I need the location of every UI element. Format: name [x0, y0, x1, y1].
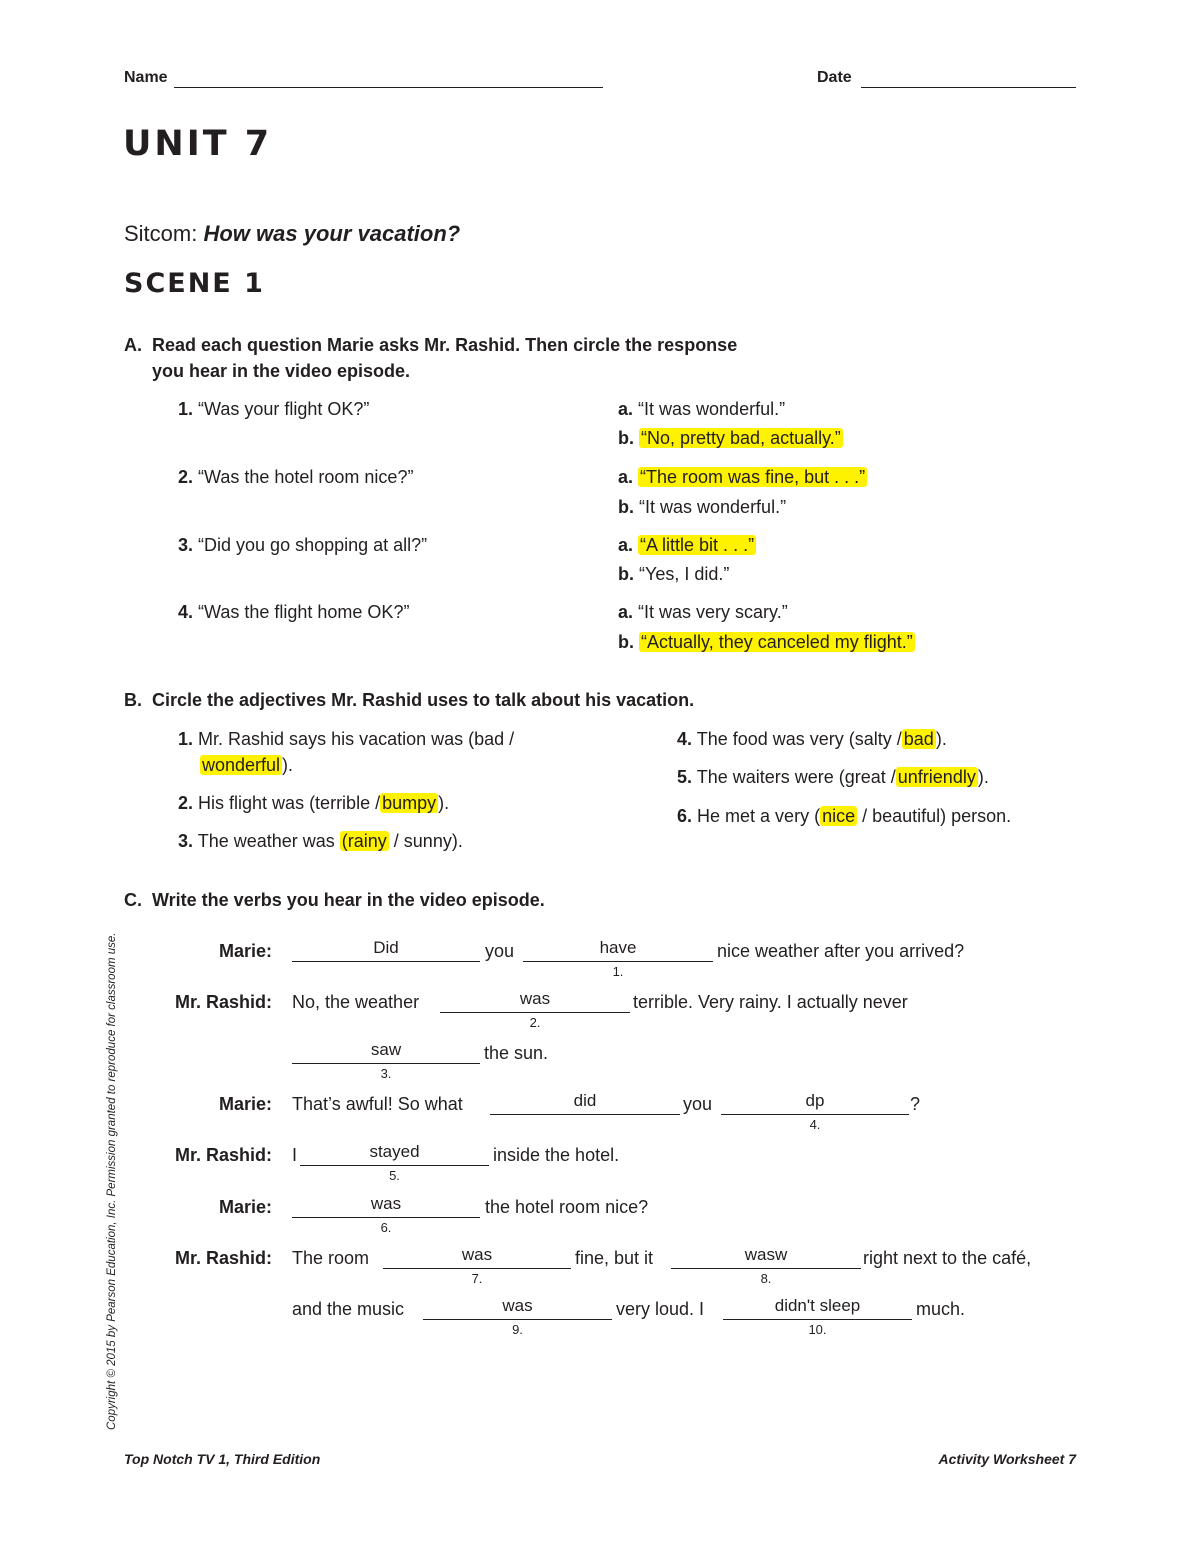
blank-answer: did	[573, 1091, 597, 1110]
blank-number: 6.	[380, 1220, 392, 1235]
dialog-text: No, the weather	[292, 992, 420, 1012]
option-1a[interactable]	[618, 399, 785, 420]
speaker-marie: Marie:	[218, 1197, 272, 1217]
dialog-text: and the music	[292, 1299, 405, 1319]
item-text: / beautiful) person.	[857, 806, 1012, 826]
item-text: / sunny).	[388, 831, 463, 851]
item-number: 3.	[178, 831, 194, 851]
speaker-marie: Marie:	[218, 941, 272, 961]
blank-number: 8.	[760, 1271, 772, 1286]
dialog-text: much.	[916, 1299, 966, 1319]
question-text: “Was your flight OK?”	[198, 399, 370, 419]
item-text: ).	[977, 767, 989, 787]
question-text: “Did you go shopping at all?”	[198, 535, 428, 555]
verb-blank[interactable]	[383, 1246, 571, 1269]
highlighted-answer: “Actually, they canceled my flight.”	[641, 632, 913, 652]
option-2b[interactable]	[618, 497, 786, 518]
dialog-text: That’s awful! So what	[292, 1094, 463, 1114]
item-text: He met a very (	[697, 806, 821, 826]
verb-blank[interactable]	[523, 939, 713, 962]
verb-blank[interactable]	[721, 1092, 909, 1115]
date-label: Date	[817, 69, 852, 86]
verb-blank[interactable]	[292, 939, 480, 962]
dialog-text: inside the hotel.	[493, 1145, 620, 1165]
dialog-text: ?	[910, 1094, 921, 1114]
blank-answer: was	[519, 989, 551, 1008]
dialog-text: you	[485, 941, 515, 961]
item-text: ).	[438, 793, 450, 813]
verb-blank[interactable]	[292, 1041, 480, 1064]
dialog-text: the hotel room nice?	[485, 1197, 649, 1217]
circled-adjective[interactable]: wonderful	[202, 755, 281, 775]
blank-number: 3.	[380, 1066, 392, 1081]
circled-adjective[interactable]: unfriendly	[897, 767, 976, 787]
dialog-text: I	[292, 1145, 298, 1165]
verb-blank[interactable]	[440, 990, 630, 1013]
blank-number: 5.	[389, 1168, 400, 1183]
name-label: Name	[124, 69, 168, 86]
option-label: b.	[618, 497, 634, 517]
verb-blank[interactable]	[300, 1143, 489, 1166]
verb-blank[interactable]	[723, 1297, 912, 1320]
question-number: 1.	[178, 399, 194, 419]
adjective-item-1	[178, 729, 514, 750]
dialog-text: terrible. Very rainy. I actually never	[633, 992, 908, 1012]
verb-blank[interactable]	[292, 1195, 480, 1218]
option-text: “Yes, I did.”	[639, 564, 730, 584]
blank-answer: Did	[373, 938, 399, 957]
section-b-letter: B.	[124, 690, 142, 710]
dialog-text: you	[683, 1094, 713, 1114]
name-field[interactable]	[174, 87, 603, 88]
option-label: a.	[618, 467, 634, 487]
option-label: a.	[618, 602, 634, 622]
dialog-text: very loud. I	[616, 1299, 705, 1319]
option-label: b.	[618, 564, 634, 584]
item-text: The food was very (salty /	[696, 729, 902, 749]
circled-adjective[interactable]: nice	[822, 806, 856, 826]
option-label: b.	[618, 428, 634, 448]
copyright-notice: Copyright © 2015 by Pearson Education, Inc. Permission granted to reproduce for classroom use.	[106, 932, 118, 1430]
question-text: “Was the hotel room nice?”	[198, 467, 414, 487]
verb-blank[interactable]	[490, 1092, 680, 1115]
question-2	[178, 467, 413, 488]
question-number: 4.	[178, 602, 194, 622]
subtitle-title: How was your vacation?	[203, 221, 461, 246]
option-3a[interactable]	[618, 535, 756, 556]
item-text: The weather was	[197, 831, 340, 851]
blank-answer: dp	[805, 1091, 825, 1110]
option-4a[interactable]	[618, 602, 788, 623]
item-number: 2.	[178, 793, 194, 813]
option-text: “It was very scary.”	[638, 602, 788, 622]
item-text: Mr. Rashid says his vacation was (bad /	[198, 729, 515, 749]
section-a-letter: A.	[124, 335, 142, 355]
section-b-instruction: Circle the adjectives Mr. Rashid uses to talk about his vacation.	[152, 690, 695, 710]
option-text: “It was wonderful.”	[638, 399, 786, 419]
option-text: “It was wonderful.”	[639, 497, 787, 517]
item-text: His flight was (terrible /	[198, 793, 381, 813]
option-2a[interactable]	[618, 467, 867, 488]
subtitle	[124, 221, 460, 247]
section-a-instruction-2: you hear in the video episode.	[152, 361, 411, 381]
blank-answer: stayed	[369, 1142, 420, 1161]
question-1	[178, 399, 369, 420]
footer-left	[124, 1451, 320, 1467]
blank-answer: was	[461, 1245, 493, 1264]
adjective-item-4	[677, 729, 947, 750]
option-label: a.	[618, 535, 634, 555]
highlighted-answer: “No, pretty bad, actually.”	[641, 428, 841, 448]
option-label: b.	[618, 632, 634, 652]
section-a-instruction-1: Read each question Marie asks Mr. Rashid. Then circle the response	[152, 335, 738, 355]
dialog-text: nice weather after you arrived?	[717, 941, 965, 961]
circled-adjective[interactable]: (rainy	[341, 831, 387, 851]
adjective-item-1-cont	[200, 755, 293, 776]
blank-number: 1.	[612, 964, 624, 979]
blank-answer: saw	[370, 1040, 402, 1059]
dialog-text: fine, but it	[575, 1248, 654, 1268]
blank-number: 9.	[512, 1322, 523, 1337]
dialog-text: The room	[292, 1248, 370, 1268]
blank-answer: was	[370, 1194, 402, 1213]
highlighted-answer: “The room was fine, but . . .”	[640, 467, 866, 487]
circled-adjective[interactable]: bad	[903, 729, 934, 749]
question-number: 3.	[178, 535, 194, 555]
question-number: 2.	[178, 467, 194, 487]
date-field[interactable]	[861, 87, 1076, 88]
blank-answer: didn't sleep	[774, 1296, 861, 1315]
blank-answer: wasw	[744, 1245, 788, 1264]
item-number: 5.	[677, 767, 693, 787]
blank-number: 2.	[529, 1015, 541, 1030]
blank-number: 7.	[471, 1271, 483, 1286]
item-number: 6.	[677, 806, 693, 826]
speaker-mr-rashid: Mr. Rashid:	[174, 992, 272, 1012]
blank-number: 10.	[808, 1322, 827, 1337]
section-c-letter: C.	[124, 890, 142, 910]
option-4b[interactable]	[618, 632, 915, 653]
option-3b[interactable]	[618, 564, 729, 585]
footer-edition: , Third Edition	[226, 1451, 321, 1467]
item-text: ).	[282, 755, 294, 775]
adjective-item-3	[178, 831, 463, 852]
question-3	[178, 535, 427, 556]
item-text: ).	[935, 729, 947, 749]
unit-title: UNIT 7	[123, 124, 273, 164]
adjective-item-2	[178, 793, 449, 814]
item-number: 4.	[677, 729, 693, 749]
dialog-text: the sun.	[484, 1043, 549, 1063]
item-text: The waiters were (great /	[696, 767, 896, 787]
item-number: 1.	[178, 729, 194, 749]
blank-number: 4.	[809, 1117, 821, 1132]
speaker-mr-rashid: Mr. Rashid:	[174, 1145, 272, 1165]
footer-book-title: Top Notch TV 1	[124, 1451, 227, 1467]
speaker-mr-rashid: Mr. Rashid:	[174, 1248, 272, 1268]
adjective-item-5	[677, 767, 989, 788]
footer-right: Activity Worksheet 7	[938, 1451, 1076, 1467]
scene-title: SCENE 1	[124, 268, 265, 299]
dialog-text: right next to the café,	[863, 1248, 1032, 1268]
subtitle-prefix: Sitcom:	[124, 221, 198, 246]
question-4	[178, 602, 409, 623]
adjective-item-6	[677, 806, 1011, 827]
blank-answer: was	[502, 1296, 533, 1315]
option-1b[interactable]	[618, 428, 843, 449]
section-c-instruction: Write the verbs you hear in the video episode.	[152, 890, 545, 910]
highlighted-answer: “A little bit . . .”	[640, 535, 755, 555]
circled-adjective[interactable]: bumpy	[382, 793, 437, 813]
question-text: “Was the flight home OK?”	[198, 602, 410, 622]
option-label: a.	[618, 399, 634, 419]
verb-blank[interactable]	[423, 1297, 612, 1320]
speaker-marie: Marie:	[218, 1094, 272, 1114]
blank-answer: have	[599, 938, 637, 957]
verb-blank[interactable]	[671, 1246, 861, 1269]
